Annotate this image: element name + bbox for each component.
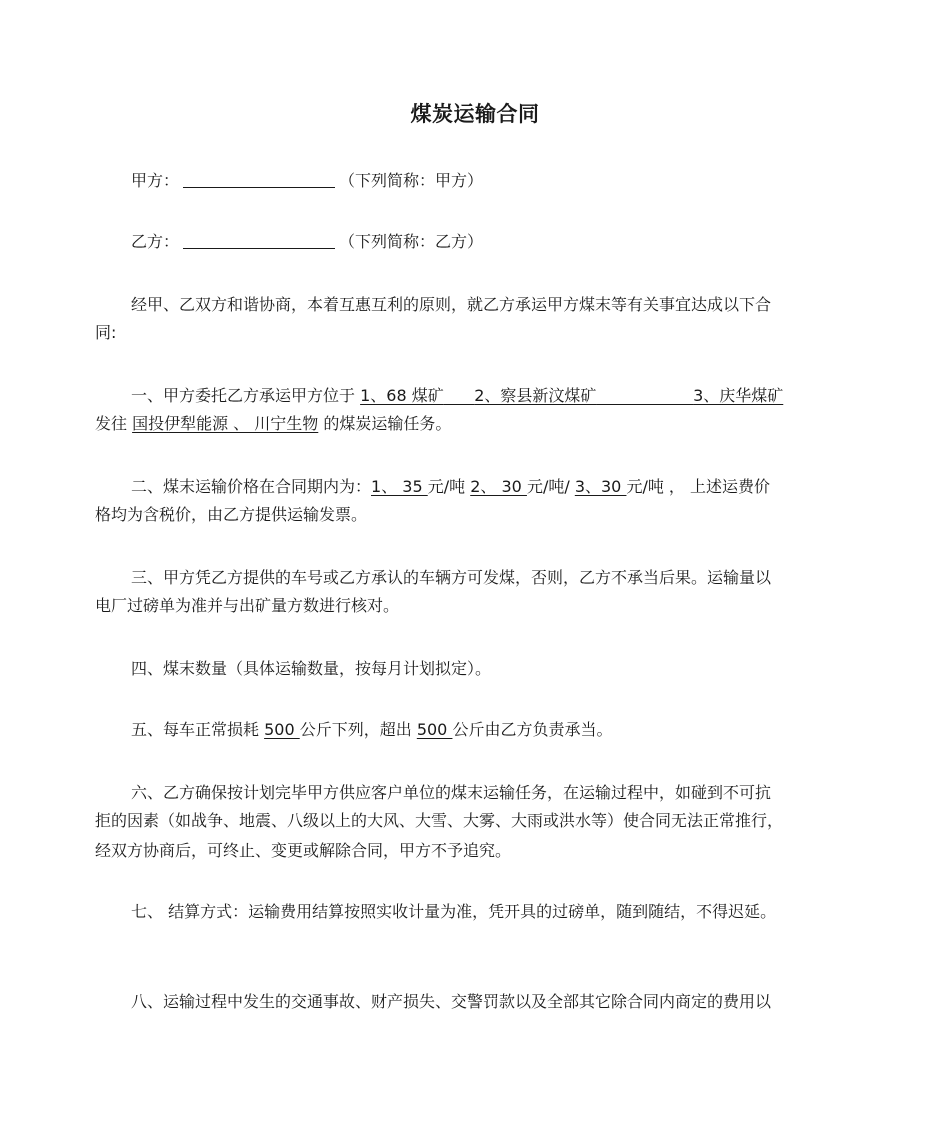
clause5-loss-1: 500 [264,720,300,739]
clause1-prefix: 一、甲方委托乙方承运甲方位于 [131,386,361,405]
party-b-label: 乙方： [131,232,180,251]
clause2-line-2: 格均为含税价，由乙方提供运输发票。 [95,505,368,524]
clause5-line-1 [95,715,896,745]
party-b-line [95,227,896,257]
clause1-line2-prefix: 发往 [95,414,133,433]
clause1-line-2 [95,409,860,439]
clause4-line-1: 四、煤末数量（具体运输数量，按每月计划拟定）。 [131,659,492,678]
clause2-price-2: 2、 30 [470,477,527,496]
clause2-prefix: 二、煤末运输价格在合同期内为： [131,477,372,496]
party-a-blank[interactable] [183,169,335,188]
party-a-label: 甲方： [131,171,180,190]
clause1-line2-suffix: 的煤炭运输任务。 [318,414,452,433]
clause1-line-1 [95,381,896,411]
clause5-loss-2: 500 [416,720,453,739]
clause6-line-2: 拒的因素（如战争、地震、八级以上的大风、大雪、大雾、大雨或洪水等）使合同无法正常推行， [95,811,784,830]
clause2-price-3: 3、30 [574,477,627,496]
party-b-note: （下列简称：乙方） [339,232,484,251]
intro-line-2: 同: [95,323,117,342]
clause5-suffix: 公斤由乙方负责承当。 [452,720,613,739]
party-b-blank[interactable] [183,230,335,249]
clause7-line-1: 七、 结算方式：运输费用结算按照实收计量为准，凭开具的过磅单，随到随结，不得迟延。 [131,902,777,921]
clause2-price-1: 1、 35 [371,477,428,496]
clause8-line-1: 八、运输过程中发生的交通事故、财产损失、交警罚款以及全部其它除合同内商定的费用以 [131,992,772,1011]
clause5-prefix: 五、每车正常损耗 [131,720,265,739]
clause3-line-2: 电厂过磅单为准并与出矿量方数进行核对。 [95,596,400,615]
clause6-line-1: 六、乙方确保按计划完毕甲方供应客户单位的煤末运输任务，在运输过程中，如碰到不可抗 [131,783,772,802]
clause2-line-1 [95,472,896,502]
clause1-destination: 国投伊犁能源 、 川宁生物 [132,414,319,433]
clause2-unit-1: 元/吨 [427,477,471,496]
document-title: 煤炭运输合同 [410,102,540,126]
clause1-mine-1: 1、68 煤矿 2、察县新汶煤矿 3、庆华煤矿 [360,386,784,405]
intro-line-1: 经甲、乙双方和谐协商，本着互惠互利的原则，就乙方承运甲方煤末等有关事宜达成以下合 [131,295,772,314]
clause6-line-3: 经双方协商后，可终止、变更或解除合同，甲方不予追究。 [95,841,512,860]
party-a-note: （下列简称：甲方） [339,171,484,190]
party-a-line [95,166,896,196]
clause3-line-1: 三、甲方凭乙方提供的车号或乙方承认的车辆方可发煤，否则，乙方不承当后果。运输量以 [131,568,772,587]
clause5-middle: 公斤下列，超出 [299,720,417,739]
clause2-unit-3: 元/吨 ， 上述运费价 [626,477,771,496]
clause2-unit-2: 元/吨/ [526,477,575,496]
